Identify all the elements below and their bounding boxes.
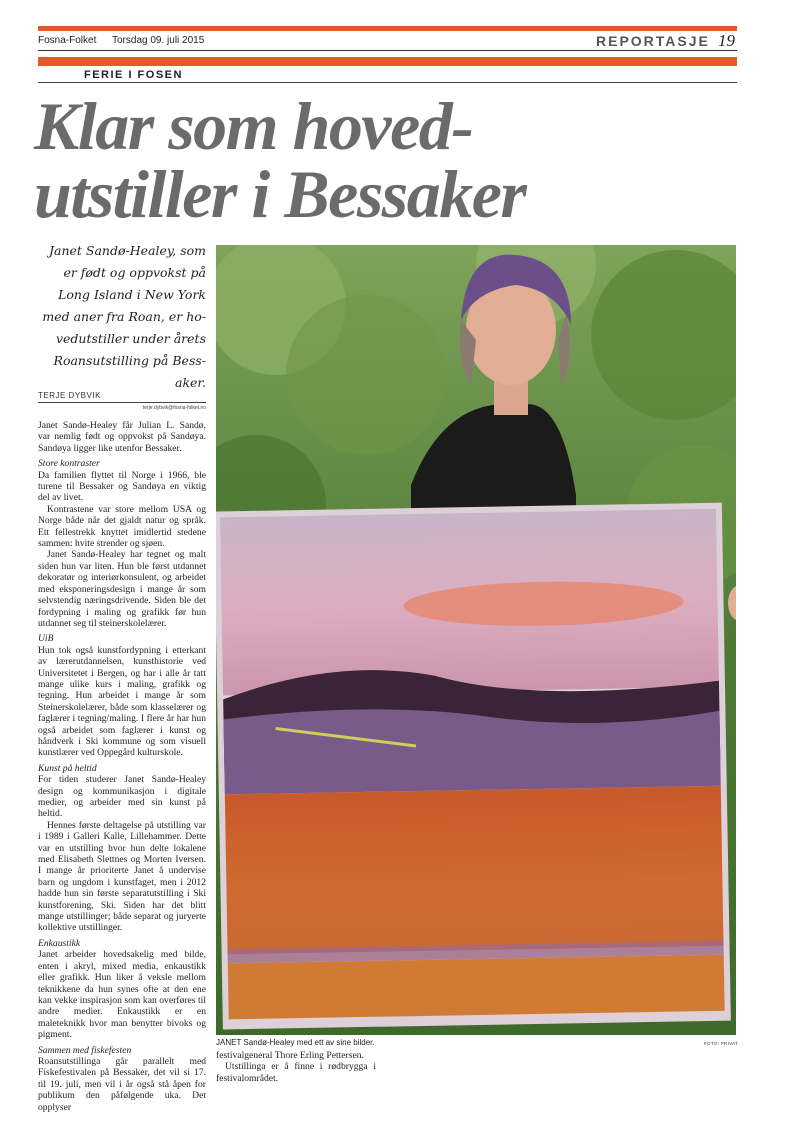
body-paragraph-intro: Janet Sandø-Healey får Julian L. Sandø, var nemlig født og oppvokst på Sandøya. Sandøya ligger like utenfor Bessaker. bbox=[38, 420, 206, 454]
body-paragraph: Hennes første deltagelse på utstilling var i 1989 i Galleri Kalle, Lillehammer. Dette var en utstilling hvor hun delte lokalene med Elisabeth Slettnes og Morten Iversen. I mange år prioriterte Janet å undervise barn og ungdom i kunstfaget, men i 2012 hadde hun sin første separatutstilling i Ski kunstforening, Ski. Siden har det blitt mange utstillinger; både separat og juryerte kollektive utstillinger. bbox=[38, 819, 206, 934]
article-photo bbox=[216, 245, 736, 1035]
byline-author: TERJE DYBVIK bbox=[38, 391, 101, 400]
lead-paragraph bbox=[38, 240, 206, 394]
photo-credit: FOTO: PRIVAT bbox=[704, 1041, 739, 1046]
headline-line-1: Klar som hoved- bbox=[34, 88, 473, 164]
kicker-rule bbox=[38, 82, 737, 83]
subheading: UiB bbox=[38, 633, 54, 645]
lead-line: Long Island i New York bbox=[58, 287, 206, 302]
body-paragraph: Roansutstillinga går parallelt med Fiskefestivalen på Bessaker, det vil si 17. til 19. juli, men vil i år også stå åpen for publikum den påfølgende uka. Det opplyser bbox=[38, 1055, 206, 1113]
subheading: Store kontraster bbox=[38, 458, 100, 470]
subheading: Enkaustikk bbox=[38, 937, 81, 949]
body-paragraph: Kontrastene var store mellom USA og Norge både når det gjaldt natur og språk. Ett fellestrekk knyttet imidlertid stedene sammen: hvite strender og sjøen. bbox=[38, 503, 206, 550]
kicker-label: FERIE I FOSEN bbox=[84, 69, 183, 81]
headline-line-2: utstiller i Bessaker bbox=[34, 156, 526, 232]
lead-line: Roansutstilling på Bess- bbox=[53, 353, 206, 368]
article-continuation bbox=[216, 1050, 376, 1084]
lead-line: med aner fra Roan, er ho- bbox=[42, 309, 206, 324]
top-orange-rule bbox=[38, 26, 737, 31]
page-number: 19 bbox=[718, 31, 735, 50]
subheading: Kunst på heltid bbox=[38, 762, 97, 774]
body-paragraph: Janet arbeider hovedsakelig med bilde, enten i akryl, mixed media, enkaustikk eller grafikk. Hun liker å veksle mellom teknikkene da hun synes ofte at den ene kan vekke inspirasjon som kan overføres til andre medier. Enkaustikk er en maleteknikk hvor man benytter bivoks og pigment. bbox=[38, 949, 206, 1041]
lead-line: aker. bbox=[175, 375, 206, 390]
issue-date: Torsdag 09. juli 2015 bbox=[112, 35, 205, 46]
header-rule bbox=[38, 50, 737, 51]
body-paragraph: Hun tok også kunstfordypning i etterkant av lærerutdannelsen, kunsthistorie ved Universitetet i Bergen, og har i alle år tatt mange ulike kurs i maling, grafikk og tegning. Hun arbeidet i mange år som Steinerskolelærer, både som klasselærer og faglærer i tegning/maling. I flere år har hun også arbeidet som faglærer i kunst og håndverk i Ski kommune og som visuell kunstlærer ved Oppegård kulturskole. bbox=[38, 644, 206, 759]
newspaper-name: Fosna-Folket bbox=[38, 35, 97, 46]
kicker-orange-band bbox=[38, 57, 737, 66]
body-paragraph: festivalgeneral Thore Erling Pettersen. bbox=[216, 1050, 364, 1061]
lead-line: vedutstiller under årets bbox=[55, 331, 206, 346]
body-paragraph: For tiden studerer Janet Sandø-Healey design og kommunikasjon i digitale medier, og arbeider med sin kunst på heltid. bbox=[38, 774, 206, 820]
lead-line: Janet Sandø-Healey, som bbox=[48, 243, 206, 258]
body-paragraph: Janet Sandø-Healey har tegnet og malt siden hun var liten. Hun ble først utdannet dekoratør og interiørkonsulent, og arbeidet med eksponeringsdesign i mange år som selvstendig næringsdrivende. Siden ble det fordypning i maling og grafikk før hun utdannet seg til steinerskolelærer. bbox=[38, 549, 206, 629]
body-paragraph: Da familien flyttet til Norge i 1966, ble turene til Bessaker og Sandøya en viktig del av livet. bbox=[38, 469, 206, 504]
photo-caption: JANET Sandø-Healey med ett av sine bilder. bbox=[216, 1038, 375, 1047]
byline-email[interactable]: terje.dybvik@fosna-folket.no bbox=[142, 405, 206, 411]
section-label: REPORTASJE bbox=[596, 33, 710, 49]
lead-line: er født og oppvokst på bbox=[63, 265, 206, 280]
subheading: Sammen med fiskefesten bbox=[38, 1044, 132, 1056]
article-body bbox=[38, 420, 206, 1113]
body-paragraph: Utstillinga er å finne i rødbrygga i festivalområdet. bbox=[216, 1061, 376, 1084]
byline-rule bbox=[38, 402, 206, 403]
